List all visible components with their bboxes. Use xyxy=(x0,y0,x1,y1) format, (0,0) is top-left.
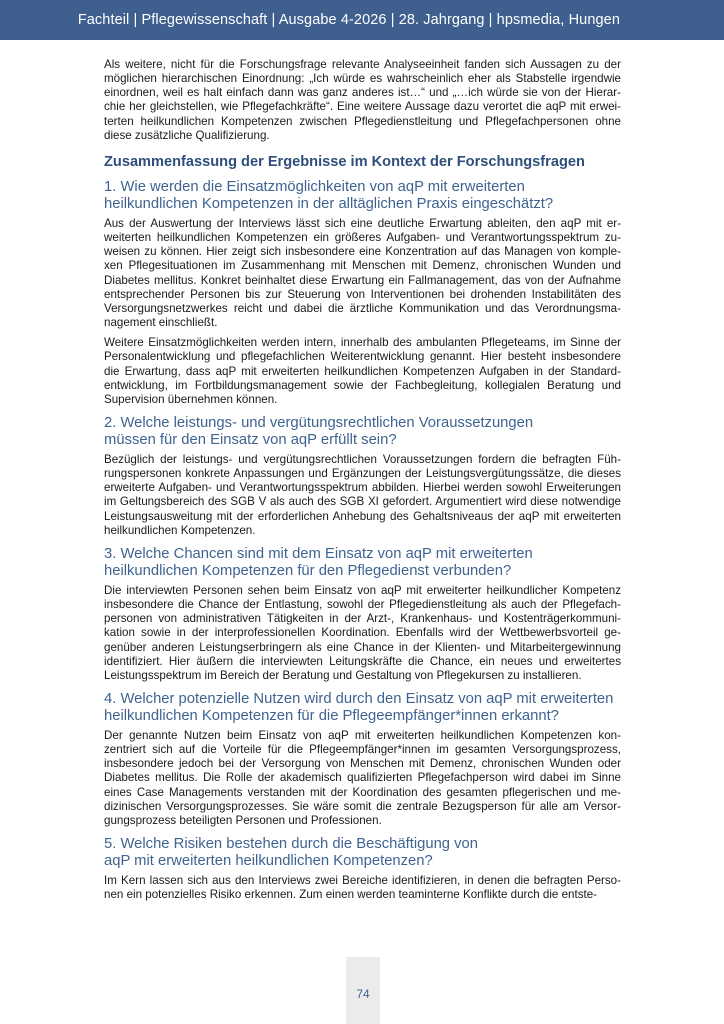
question-5-heading-line-2: aqP mit erweiterten heilkundlichen Kompetenzen? xyxy=(104,853,433,870)
question-4-heading-line-2: heilkundlichen Kompetenzen für die Pflegeempfänger*innen erkannt? xyxy=(104,708,559,724)
question-3-paragraph-1: Die interviewten Personen sehen beim Einsatz von aqP mit erweiterter heilkundlicher Kompetenz insbesondere die Chance der Entlastung, sowohl der Pflegedienstleitung als auch der Pflegefachpersonen von administrativen Tätigkeiten in der Arzt-, Krankenhaus- und Kostenträgerkommunikation sowie in der interprofessionellen Koordination. Ebenfalls wird der Wettbewerbsvorteil gegenüber anderen Leistungserbringern als eine Chance in der Klienten- und Mitarbeitergewinnung identifiziert. Hier äußern die interviewten Leitungskräfte die Chance, ein neues und erweitertes Leistungsspektrum im Bereich der Beratung und Gestaltung von Pflegekursen zu installieren. xyxy=(104,583,621,682)
question-3-heading-line-2: heilkundlichen Kompetenzen für den Pflegedienst verbunden? xyxy=(104,562,512,579)
question-1-paragraph-1: Aus der Auswertung der Interviews lässt sich eine deutliche Erwartung ableiten, den aqP mit erweiterten heilkundlichen Kompetenzen ein größeres Aufgaben- und Verantwortungsspektrum zuweisen zu können. Hier zeigt sich insbesondere eine Konzentration auf das Managen von komplexen Pflegesituationen im Zusammenhang mit Menschen mit Demenz, chronischen Wunden und Diabetes mellitus. Konkret beinhaltet diese Erwartung ein Fallmanagement, das von der Aufnahme entsprechender Personen bis zur Steuerung von Interventionen bei drohenden Instabilitäten des Versorgungsnetzwerkes reicht und dabei die ärztliche Kommunikation und das Verordnungsmanagement einschließt. xyxy=(104,216,621,330)
question-2-heading-line-2: müssen für den Einsatz von aqP erfüllt sein? xyxy=(104,431,397,448)
question-5-paragraph-1: Im Kern lassen sich aus den Interviews zwei Bereiche identifizieren, in denen die befragten Personen ein potenzielles Risiko erkennen. Zum einen werden teaminterne Konflikte durch die entste- xyxy=(104,874,621,902)
intro-paragraph: Als weitere, nicht für die Forschungsfrage relevante Analyseeinheit fanden sich Aussagen zu der möglichen hierarchischen Einordnung: „Ich würde es wahrscheinlich eher als Stabstelle irgendwie einordnen, weil es halt einfach dann was ganz anderes ist…“ und „…ich würde sie von der Hierarchie her gleichstellen, wie Pflegefachkräfte“. Eine weitere Aussage dazu verortet die aqP mit erweiterten heilkundlichen Kompetenzen zwischen Pflegedienstleitung und Pflegefachpersonen ohne diese zusätzliche Qualifizierung. xyxy=(104,58,621,142)
article-body xyxy=(104,58,621,908)
question-3-heading xyxy=(104,546,621,580)
question-5-heading-line-1: 5. Welche Risiken bestehen durch die Beschäftigung von xyxy=(104,836,478,853)
page-number-box xyxy=(346,957,380,1024)
question-4-heading-line-1: 4. Welcher potenzielle Nutzen wird durch den Einsatz von aqP mit erweiterten xyxy=(104,691,614,707)
question-5-heading xyxy=(104,836,621,870)
question-1-paragraph-2: Weitere Einsatzmöglichkeiten werden intern, innerhalb des ambulanten Pflegeteams, im Sinne der Personalentwicklung und pflegefachlichen Weiterentwicklung genannt. Hier besteht insbesondere die Erwartung, dass aqP mit erweiterten heilkundlichen Kompetenzen Aufgaben in der Standardentwicklung, im Fortbildungsmanagement sowie der Fachbegleitung, kollegialen Beratung und Supervision übernehmen können. xyxy=(104,336,621,406)
page-number: 74 xyxy=(356,987,370,1001)
question-2-heading-line-1: 2. Welche leistungs- und vergütungsrechtlichen Voraussetzungen xyxy=(104,414,534,431)
question-1-heading-line-2: heilkundlichen Kompetenzen in der alltäglichen Praxis eingeschätzt? xyxy=(104,195,554,212)
question-1-heading-line-1: 1. Wie werden die Einsatzmöglichkeiten von aqP mit erweiterten xyxy=(104,178,525,195)
section-heading: Zusammenfassung der Ergebnisse im Kontext der Forschungsfragen xyxy=(104,153,585,170)
question-3-heading-line-1: 3. Welche Chancen sind mit dem Einsatz von aqP mit erweiterten xyxy=(104,545,533,562)
question-2-heading xyxy=(104,415,621,449)
question-1-heading xyxy=(104,179,621,213)
question-4-heading xyxy=(104,691,621,725)
question-4-paragraph-1: Der genannte Nutzen beim Einsatz von aqP mit erweiterten heilkundlichen Kompetenzen konzentriert sich auf die Vorteile für die Pflegeempfänger*innen im gesamten Versorgungsprozess, insbesondere jedoch bei der Versorgung von Menschen mit Demenz, chronischen Wunden oder Diabetes mellitus. Die Rolle der akademisch qualifizierten Pflegefachperson wird dabei im Sinne eines Case Managements verstanden mit der Koordination des gesamten pflegerischen und medizinischen Versorgungsprozesses. Sie wäre somit die zentrale Bezugsperson für alle am Versorgungsprozess beteiligten Personen und Professionen. xyxy=(104,729,621,827)
question-2-paragraph-1: Bezüglich der leistungs- und vergütungsrechtlichen Voraussetzungen fordern die befragten Führungspersonen konkrete Anpassungen und Ergänzungen der Leistungsvergütungssätze, die dieses erweiterte Aufgaben- und Verantwortungsspektrum abbilden. Hierbei werden sowohl Erweiterungen im Geltungsbereich des SGB V als auch des SGB XI gefordert. Argumentiert wird diese notwendige Leistungsausweitung mit der erforderlichen Anhebung des Gehaltsniveaus der aqP mit erweiterten heilkundlichen Kompetenzen. xyxy=(104,452,621,537)
running-header: Fachteil | Pflegewissenschaft | Ausgabe 4-2026 | 28. Jahrgang | hpsmedia, Hungen xyxy=(0,0,724,40)
